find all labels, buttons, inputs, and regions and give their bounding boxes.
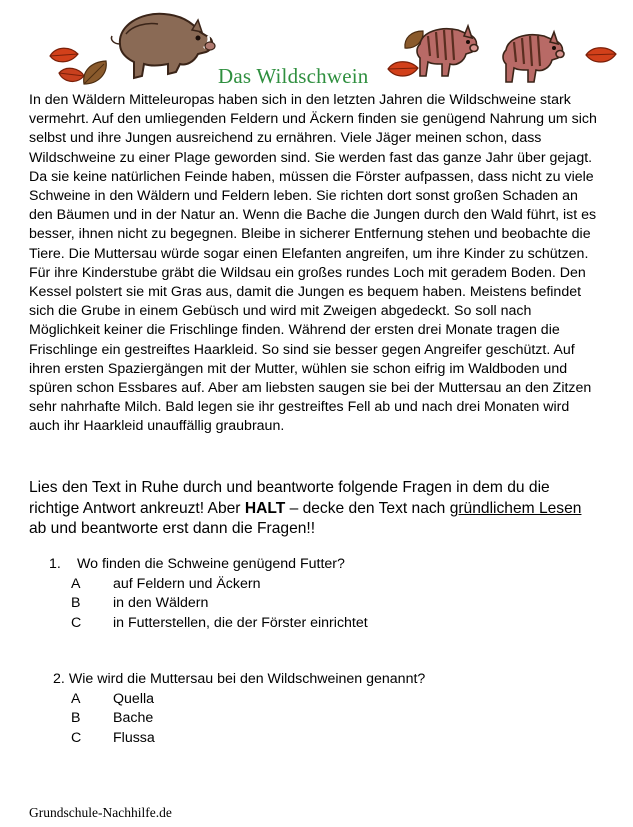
option-letter: B <box>71 595 81 611</box>
option-text: Flussa <box>113 729 155 746</box>
answer-option[interactable] <box>71 594 368 614</box>
autumn-leaf-icon <box>584 44 618 66</box>
instruction-underlined-text: gründlichem Lesen <box>449 499 582 517</box>
option-text: Bache <box>113 710 154 726</box>
option-letter: C <box>71 729 82 746</box>
piglets-illustration <box>412 14 588 86</box>
instruction-bold-text: HALT <box>244 499 286 517</box>
option-letter: A <box>71 690 81 707</box>
answer-option[interactable] <box>71 729 425 749</box>
question-text: Wo finden die Schweine genügend Futter? <box>77 556 345 572</box>
task-instruction <box>29 478 599 540</box>
option-text: auf Feldern und Äckern <box>113 575 261 592</box>
answer-option[interactable] <box>71 709 425 729</box>
header-illustrations <box>0 0 633 95</box>
answer-option[interactable] <box>71 690 425 710</box>
autumn-leaf-icon <box>48 44 80 66</box>
option-text: in Futterstellen, die der Förster einrichtet <box>113 614 368 631</box>
option-letter: B <box>71 710 81 726</box>
article-paragraph: In den Wäldern Mitteleuropas haben sich in den letzten Jahren die Wildschweine stark vermehrt. Auf den umliegenden Feldern und Äckern finden sie genügend Nahrung um sich selbst und ihre Jungen ausreichend zu ernähren. Viele Jäger meinen schon, dass Wildschweine zu einer Plage geworden sind. Sie werden fast das ganze Jahr über gejagt. Da sie keine natürlichen Feinde haben, müssen die Förster aufpassen, dass nicht zu viele Schweine in den Wäldern und Feldern leben. Sie richten dort sonst großen Schaden an den Bäumen und in der Natur an. Wenn die Bache die Jungen durch den Wald führt, ist es besser, ihnen nicht zu begegnen. Bleibe in sicherer Entfernung stehen und beobachte die Tiere. Die Muttersau würde sogar einen Elefanten angreifen, um ihre Kinder zu schützen. <box>29 92 597 262</box>
instruction-text: – decke den Text nach <box>285 499 450 517</box>
instruction-text: ab und beantworte erst dann die Fragen!! <box>29 520 316 537</box>
option-letter: C <box>71 614 82 631</box>
page-title: Das Wildschwein <box>218 64 369 88</box>
instruction-text: Lies den Text in Ruhe durch und beantworte folgende Fragen in dem du die richtige Antwort ankreuzt! Aber <box>29 479 550 517</box>
article-paragraph: Für ihre Kinderstube gräbt die Wildsau ein großes rundes Loch mit geradem Boden. Den Kessel polstert sie mit Gras aus, damit die Jungen es bequem haben. Meistens befindet sich die Grube in einem Gebüsch und wird mit Zweigen abgedeckt. So soll nach Möglichkeit keiner die Frischlinge finden. Während der ersten drei Monate tragen die Frischlinge ein gestreiftes Haarkleid. So sind sie besser gegen Angreifer geschützt. Auf ihren ersten Spaziergängen mit der Mutter, wühlen sie schon eifrig im Waldboden und spüren schon Essbares auf. Aber am liebsten saugen sie bei der Muttersau an den Zitzen sehr nahrhafte Milch. Bald legen sie ihr gestreiftes Fell ab und nach drei Monaten wird auch ihr Haarkleid unauffällig graubraun. <box>29 264 592 435</box>
option-text: in den Wäldern <box>113 595 209 611</box>
article-text <box>29 91 601 437</box>
option-text: Quella <box>113 690 155 707</box>
question-number: 1. <box>49 556 61 572</box>
footer-source: Grundschule-Nachhilfe.de <box>29 805 172 820</box>
answer-option[interactable] <box>71 614 368 634</box>
question-2 <box>49 670 425 748</box>
question-number: 2. <box>53 671 65 687</box>
question-1 <box>49 555 368 633</box>
answer-option[interactable] <box>71 575 368 595</box>
question-text: Wie wird die Muttersau bei den Wildschweinen genannt? <box>68 671 426 687</box>
option-letter: A <box>71 575 81 592</box>
boar-illustration <box>106 4 218 84</box>
